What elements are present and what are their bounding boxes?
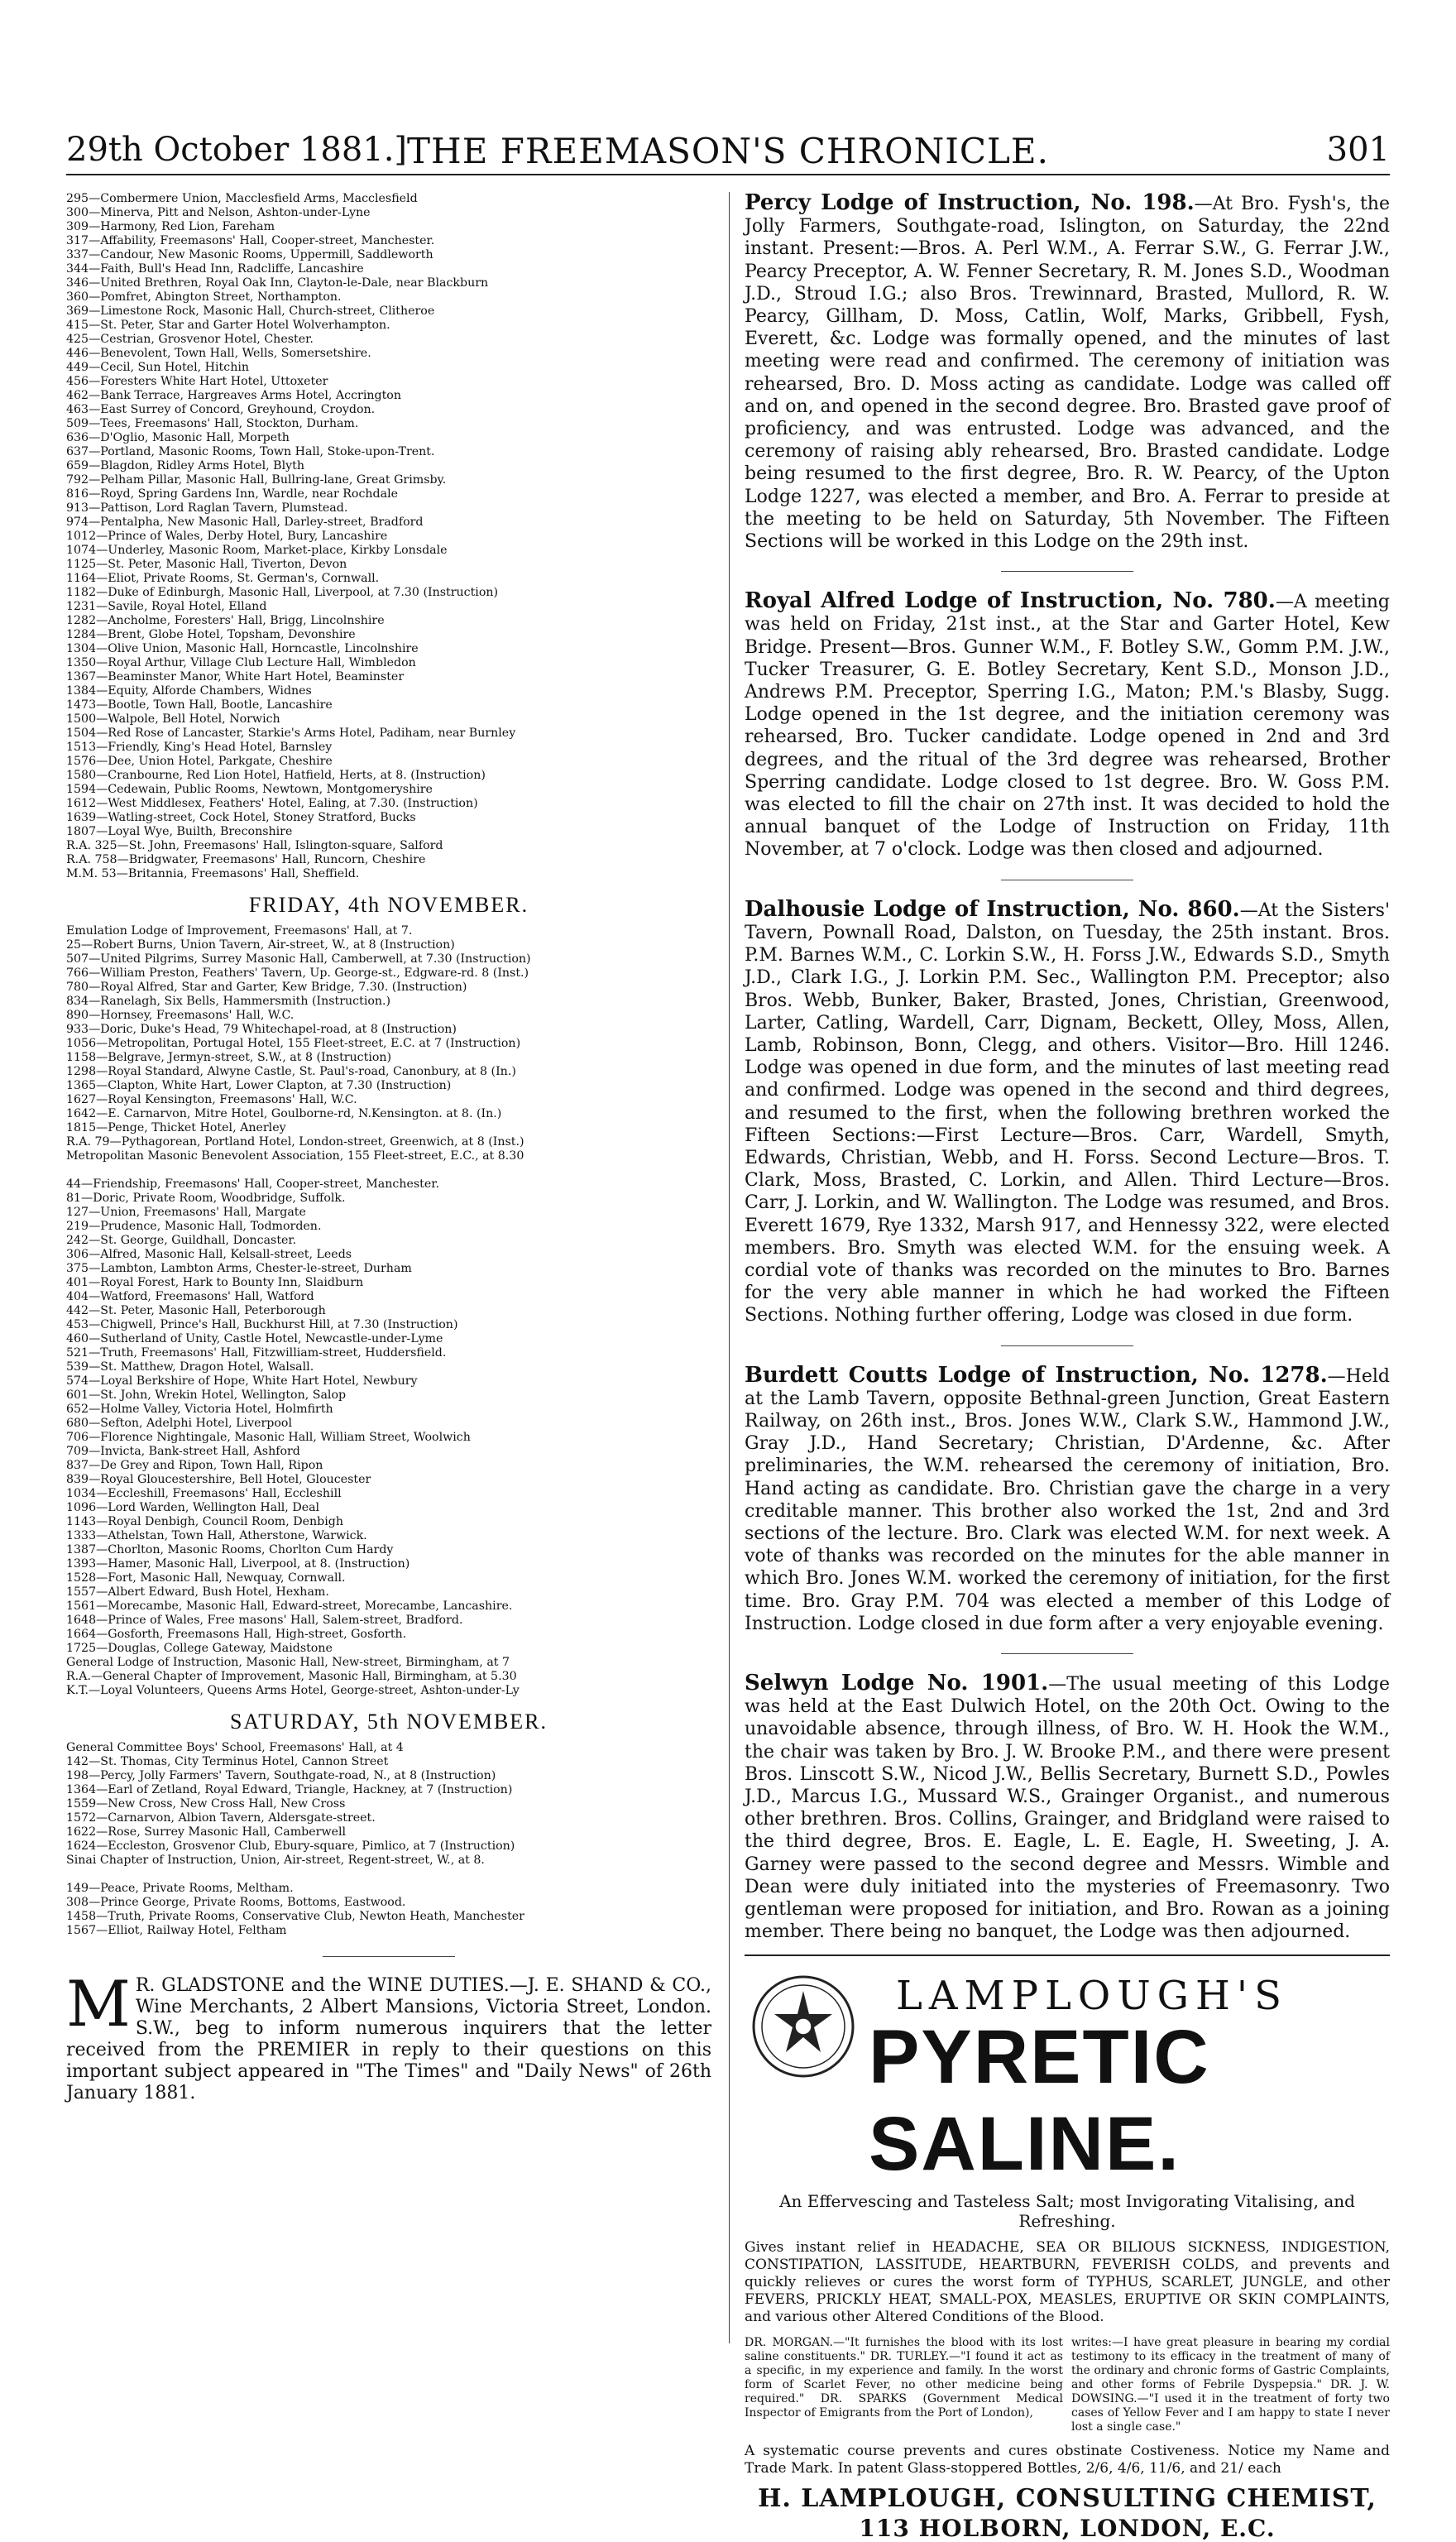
- lodge-entry: 81—Doric, Private Room, Woodbridge, Suffolk.: [66, 1192, 346, 1205]
- lodge-entry: M.M. 53—Britannia, Freemasons' Hall, Sheffield.: [66, 867, 360, 880]
- lodge-entry: 709—Invicta, Bank-street Hall, Ashford: [66, 1445, 300, 1458]
- lodge-entry: 142—St. Thomas, City Terminus Hotel, Cannon Street: [66, 1755, 389, 1768]
- lodge-entry: R.A. 325—St. John, Freemasons' Hall, Islington-square, Salford: [66, 839, 443, 852]
- lodge-report: [745, 1362, 1390, 1635]
- lodge-entry: 308—Prince George, Private Rooms, Bottoms, Eastwood.: [66, 1896, 406, 1909]
- divider: [1001, 1345, 1133, 1346]
- lodge-entry: 913—Pattison, Lord Raglan Tavern, Plumstead.: [66, 501, 348, 515]
- lodge-entry: 1387—Chorlton, Masonic Rooms, Chorlton Cum Hardy: [66, 1543, 394, 1556]
- testimonial-right: writes:—I have great pleasure in bearing my cordial testimony to its efficacy in the treatment of many of the ordinary and chronic forms of Gastric Complaints, and other forms of Febrile Dyspepsia." DR. J. W. DOWSING.—"I used it in the treatment of forty two cases of Yellow Fever and I am happy to state I never lost a single case.": [1071, 2336, 1390, 2434]
- ad-footer: A systematic course prevents and cures obstinate Costiveness. Notice my Name and Trade Mark. In patent Glass-stoppered Bottles, 2/6, 4/6, 11/6, and 21/ each: [745, 2443, 1390, 2477]
- lodge-entry: 1473—Bootle, Town Hall, Bootle, Lancashire: [66, 698, 333, 712]
- lodge-report: [745, 896, 1390, 1327]
- lodge-entry: [66, 1868, 711, 1882]
- lodge-entry: [66, 1163, 711, 1177]
- header-date: 29th October 1881.]: [66, 131, 408, 169]
- lodge-entry: 369—Limestone Rock, Masonic Hall, Church-street, Clitheroe: [66, 305, 435, 318]
- lodge-entry: 1125—St. Peter, Masonic Hall, Tiverton, Devon: [66, 558, 347, 571]
- report-text: —A meeting was held on Friday, 21st inst., at the Star and Garter Hotel, Kew Bridge. Present—Bros. Gunner W.M., F. Botley S.W., Gomm P.M. J.W., Tucker Treasurer, G. E. Botley Secretary, Kent S.D., Monson J.D., Andrews P.M. Preceptor, Sperring I.G., Maton; P.M.'s Blasby, Sugg. Lodge opened in the 1st degree, and the initiation ceremony was rehearsed, Bro. Tucker candidate. Lodge opened in 2nd and 3rd degrees, and the ritual of the 3rd degree was rehearsed, Brother Sperring candidate. Lodge closed to 1st degree. Bro. W. Goss P.M. was elected to fill the chair on 27th inst. It was decided to hold the annual banquet of the Lodge of Instruction on Friday, 11th November, at 7 o'clock. Lodge was then closed and adjourned.: [745, 592, 1390, 861]
- divider: [1001, 571, 1133, 572]
- lodge-entry: 1182—Duke of Edinburgh, Masonic Hall, Liverpool, at 7.30 (Instruction): [66, 586, 499, 599]
- lodge-entry: 1500—Walpole, Bell Hotel, Norwich: [66, 712, 280, 726]
- lodge-list-thursday: [66, 192, 711, 881]
- lodge-entry: 1304—Olive Union, Masonic Hall, Horncastle, Lincolnshire: [66, 642, 419, 655]
- lodge-entry: 198—Percy, Jolly Farmers' Tavern, Southgate-road, N., at 8 (Instruction): [66, 1769, 496, 1782]
- lodge-entry: 463—East Surrey of Concord, Greyhound, Croydon.: [66, 403, 376, 416]
- lodge-entry: 25—Robert Burns, Union Tavern, Air-street, W., at 8 (Instruction): [66, 938, 455, 952]
- lodge-entry: 1648—Prince of Wales, Free masons' Hall, Salem-street, Bradford.: [66, 1614, 463, 1627]
- ad-address: 113 HOLBORN, LONDON, E.C.: [859, 2515, 1276, 2542]
- lodge-entry: 1528—Fort, Masonic Hall, Newquay, Cornwall.: [66, 1571, 346, 1585]
- report-title: Selwyn Lodge No. 1901.: [745, 1670, 1049, 1695]
- report-title: Burdett Coutts Lodge of Instruction, No. 1278.: [745, 1362, 1328, 1388]
- lodge-entry: 1612—West Middlesex, Feathers' Hotel, Ealing, at 7.30. (Instruction): [66, 797, 478, 810]
- lodge-entry: 1576—Dee, Union Hotel, Parkgate, Cheshire: [66, 755, 333, 768]
- left-column: [66, 192, 711, 2104]
- lodge-entry: 652—Holme Valley, Victoria Hotel, Holmfirth: [66, 1403, 333, 1416]
- report-title: Royal Alfred Lodge of Instruction, No. 780.: [745, 588, 1276, 614]
- lodge-entry: 344—Faith, Bull's Head Inn, Radcliffe, Lancashire: [66, 262, 364, 276]
- lodge-list-saturday: [66, 1741, 711, 1938]
- page-header: [66, 124, 1390, 175]
- lodge-entry: 1282—Ancholme, Foresters' Hall, Brigg, Lincolnshire: [66, 614, 385, 627]
- lodge-entry: 1594—Cedewain, Public Rooms, Newtown, Montgomeryshire: [66, 783, 433, 796]
- friday-heading: FRIDAY, 4th NOVEMBER.: [248, 893, 529, 917]
- lodge-entry: 1367—Beaminster Manor, White Hart Hotel, Beaminster: [66, 670, 405, 683]
- lodge-entry: General Lodge of Instruction, Masonic Hall, New-street, Birmingham, at 7: [66, 1656, 510, 1669]
- lodge-entry: 309—Harmony, Red Lion, Fareham: [66, 220, 275, 233]
- divider: [1001, 1653, 1133, 1654]
- lodge-entry: 1034—Eccleshill, Freemasons' Hall, Eccleshill: [66, 1487, 342, 1500]
- lodge-entry: 360—Pomfret, Abington Street, Northampton.: [66, 290, 342, 304]
- lodge-entry: 401—Royal Forest, Hark to Bounty Inn, Slaidburn: [66, 1276, 364, 1289]
- lodge-entry: 425—Cestrian, Grosvenor Hotel, Chester.: [66, 333, 314, 346]
- lodge-entry: 1815—Penge, Thicket Hotel, Anerley: [66, 1121, 286, 1134]
- lodge-entry: 706—Florence Nightingale, Masonic Hall, William Street, Woolwich: [66, 1431, 471, 1444]
- lodge-entry: 1012—Prince of Wales, Derby Hotel, Bury, Lancashire: [66, 530, 388, 543]
- lodge-entry: 149—Peace, Private Rooms, Meltham.: [66, 1882, 294, 1895]
- lodge-entry: 974—Pentalpha, New Masonic Hall, Darley-street, Bradford: [66, 516, 424, 529]
- lodge-entry: R.A. 79—Pythagorean, Portland Hotel, London-street, Greenwich, at 8 (Inst.): [66, 1135, 524, 1149]
- report-text: —Held at the Lamb Tavern, opposite Bethnal-green Junction, Great Eastern Railway, on 26th inst., Bros. Jones W.W., Clark S.W., Hammond J.W., Gray J.D., Hand Secretary; Christian, D'Ardenne, &c. After preliminaries, the W.M. rehearsed the ceremony of initiation, Bro. Hand acting as candidate. Bro. Christian gave the charge in a very creditable manner. This brother also worked the 1st, 2nd and 3rd sections of the lecture. Bro. Clark was elected W.M. for next week. A vote of thanks was recorded on the minutes for the able manner in which Bro. Jones W.M. worked the ceremony of initiation, for the first time. Bro. Gray P.M. 704 was elected a member of this Lodge of Instruction. Lodge closed in due form after a very enjoyable evening.: [745, 1365, 1390, 1634]
- lodge-entry: 1664—Gosforth, Freemasons Hall, High-street, Gosforth.: [66, 1628, 407, 1641]
- lodge-entry: 219—Prudence, Masonic Hall, Todmorden.: [66, 1220, 322, 1233]
- lodge-entry: 346—United Brethren, Royal Oak Inn, Clayton-le-Dale, near Blackburn: [66, 276, 489, 290]
- lodge-entry: 1158—Belgrave, Jermyn-street, S.W., at 8 (Instruction): [66, 1051, 392, 1064]
- lodge-entry: 1559—New Cross, New Cross Hall, New Cross: [66, 1797, 346, 1811]
- lodge-entry: 507—United Pilgrims, Surrey Masonic Hall, Camberwell, at 7.30 (Instruction): [66, 952, 531, 966]
- lodge-entry: 462—Bank Terrace, Hargreaves Arms Hotel, Accrington: [66, 389, 401, 402]
- lodge-entry: 1572—Carnarvon, Albion Tavern, Aldersgate-street.: [66, 1811, 376, 1825]
- lodge-entry: 295—Combermere Union, Macclesfield Arms, Macclesfield: [66, 192, 418, 205]
- lodge-entry: 636—D'Oglio, Masonic Hall, Morpeth: [66, 431, 290, 444]
- lodge-entry: 890—Hornsey, Freemasons' Hall, W.C.: [66, 1009, 295, 1022]
- ad-testimonials: [745, 2336, 1390, 2434]
- lodge-entry: 317—Affability, Freemasons' Hall, Cooper-street, Manchester.: [66, 234, 435, 247]
- lodge-entry: 637—Portland, Masonic Rooms, Town Hall, Stoke-upon-Trent.: [66, 445, 435, 458]
- lodge-entry: Emulation Lodge of Improvement, Freemasons' Hall, at 7.: [66, 924, 413, 938]
- page-number: 301: [1326, 131, 1390, 169]
- lodge-entry: 1056—Metropolitan, Portugal Hotel, 155 Fleet-street, E.C. at 7 (Instruction): [66, 1037, 521, 1050]
- ad-brand: LAMPLOUGH'S: [896, 1973, 1288, 2020]
- lodge-entry: 1365—Clapton, White Hart, Lower Clapton, at 7.30 (Instruction): [66, 1079, 452, 1092]
- lodge-entry: 1231—Savile, Royal Hotel, Elland: [66, 600, 267, 613]
- lodge-entry: 1143—Royal Denbigh, Council Room, Denbigh: [66, 1515, 343, 1528]
- lodge-entry: R.A. 758—Bridgwater, Freemasons' Hall, Runcorn, Cheshire: [66, 853, 426, 866]
- lodge-entry: 509—Tees, Freemasons' Hall, Stockton, Durham.: [66, 417, 359, 430]
- lodge-report: [745, 192, 1390, 553]
- column-divider: [729, 192, 730, 2343]
- lodge-entry: 1393—Hamer, Masonic Hall, Liverpool, at 8. (Instruction): [66, 1557, 410, 1571]
- lodge-entry: 780—Royal Alfred, Star and Garter, Kew Bridge, 7.30. (Instruction): [66, 981, 467, 994]
- pyretic-saline-advert: [745, 1973, 1390, 2542]
- lodge-entry: 306—Alfred, Masonic Hall, Kelsall-street, Leeds: [66, 1248, 352, 1261]
- lodge-entry: 1364—Earl of Zetland, Royal Edward, Triangle, Hackney, at 7 (Instruction): [66, 1783, 513, 1796]
- ad-subtitle: An Effervescing and Tasteless Salt; most Invigorating Vitalising, and Refreshing.: [779, 2191, 1355, 2232]
- lodge-entry: Sinai Chapter of Instruction, Union, Air-street, Regent-street, W., at 8.: [66, 1854, 485, 1867]
- lodge-entry: 601—St. John, Wrekin Hotel, Wellington, Salop: [66, 1389, 347, 1402]
- lodge-entry: 839—Royal Gloucestershire, Bell Hotel, Gloucester: [66, 1473, 371, 1486]
- lodge-entry: 337—Candour, New Masonic Rooms, Uppermill, Saddleworth: [66, 248, 433, 261]
- lodge-entry: 1504—Red Rose of Lancaster, Starkie's Arms Hotel, Padiham, near Burnley: [66, 727, 516, 740]
- divider: [323, 1956, 455, 1957]
- lodge-entry: 1298—Royal Standard, Alwyne Castle, St. Paul's-road, Canonbury, at 8 (In.): [66, 1065, 516, 1078]
- report-text: —At Bro. Fysh's, the Jolly Farmers, Southgate-road, Islington, on Saturday, the 22nd instant. Present:—Bros. A. Perl W.M., A. Ferrar S.W., G. Ferrar J.W., Pearcy Preceptor, A. W. Fenner Secretary, R. M. Jones S.D., Woodman J.D., Stroud I.G.; also Bros. Trewinnard, Brasted, Mullord, R. W. Pearcy, Gillham, D. Moss, Catlin, Wolf, Marks, Gribbell, Fysh, Everett, &c. Lodge was formally opened, and the minutes of last meeting were read and confirmed. The ceremony of initiation was rehearsed, Bro. D. Moss acting as candidate. Lodge was called off and on, and opened in the second degree. Bro. Brasted gave proof of proficiency, and was entrusted. Lodge was advanced, and the ceremony of raising ably rehearsed, Bro. Brasted candidate. Lodge being resumed to the first degree, Bro. R. W. Pearcy, of the Upton Lodge 1227, was elected a member, and Bro. A. Ferrar to preside at the meeting to be held on Saturday, 5th November. The Fifteen Sections will be worked in this Lodge on the 29th inst.: [745, 194, 1390, 553]
- saturday-heading: SATURDAY, 5th NOVEMBER.: [229, 1710, 548, 1734]
- lodge-entry: 816—Royd, Spring Gardens Inn, Wardle, near Rochdale: [66, 487, 399, 501]
- report-title: Percy Lodge of Instruction, No. 198.: [745, 190, 1195, 215]
- lodge-entry: 1164—Eliot, Private Rooms, St. German's, Cornwall.: [66, 572, 380, 585]
- lodge-entry: 1458—Truth, Private Rooms, Conservative Club, Newton Heath, Manchester: [66, 1910, 524, 1923]
- lodge-entry: 404—Watford, Freemasons' Hall, Watford: [66, 1290, 314, 1303]
- lodge-entry: 1513—Friendly, King's Head Hotel, Barnsley: [66, 741, 333, 754]
- lodge-entry: 1642—E. Carnarvon, Mitre Hotel, Goulborne-rd, N.Kensington. at 8. (In.): [66, 1107, 502, 1120]
- lodge-report: [745, 590, 1390, 861]
- lodge-entry: 449—Cecil, Sun Hotel, Hitchin: [66, 361, 250, 374]
- lodge-entry: 127—Union, Freemasons' Hall, Margate: [66, 1206, 306, 1219]
- lodge-entry: R.A.—General Chapter of Improvement, Masonic Hall, Birmingham, at 5.30: [66, 1670, 517, 1683]
- lodge-entry: 659—Blagdon, Ridley Arms Hotel, Blyth: [66, 459, 304, 472]
- report-text: —The usual meeting of this Lodge was held at the East Dulwich Hotel, on the 20th Oct. Owing to the unavoidable absence, through illness, of Bro. W. H. Hook the W.M., the chair was taken by Bro. J. W. Brooke P.M., and there were present Bros. Linscott S.W., Nicod J.W., Bellis Secretary, Burnett S.D., Powles J.D., Marcus I.G., Mussard W.S., Grainger Organist., and numerous other brethren. Bros. Collins, Grainger, and Bridgland were raised to the third degree, Bros. E. Eagle, L. E. Eagle, H. Sweeting, J. A. Garney were passed to the second degree and Messrs. Wimble and Dean were duly initiated into the mysteries of Freemasonry. Two gentleman were proposed for initiation, and Bro. Rowan as a joining member. There being no banquet, the Lodge was then adjourned.: [745, 1673, 1390, 1943]
- lodge-entry: 1096—Lord Warden, Wellington Hall, Deal: [66, 1501, 320, 1514]
- lodge-entry: 1350—Royal Arthur, Village Club Lecture Hall, Wimbledon: [66, 656, 416, 669]
- lodge-entry: 933—Doric, Duke's Head, 79 Whitechapel-road, at 8 (Instruction): [66, 1023, 457, 1036]
- lodge-reports: [745, 192, 1390, 1943]
- lodge-entry: 415—St. Peter, Star and Garter Hotel Wolverhampton.: [66, 319, 390, 332]
- lodge-entry: 1567—Elliot, Railway Hotel, Feltham: [66, 1924, 287, 1937]
- lodge-entry: 521—Truth, Freemasons' Hall, Fitzwilliam-street, Huddersfield.: [66, 1346, 447, 1360]
- right-column: [745, 192, 1390, 2542]
- lodge-entry: 453—Chigwell, Prince's Hall, Buckhurst Hill, at 7.30 (Instruction): [66, 1318, 458, 1331]
- lodge-entry: 680—Sefton, Adelphi Hotel, Liverpool: [66, 1417, 292, 1430]
- lodge-entry: 1624—Eccleston, Grosvenor Club, Ebury-square, Pimlico, at 7 (Instruction): [66, 1839, 515, 1853]
- lodge-entry: 460—Sutherland of Unity, Castle Hotel, Newcastle-under-Lyme: [66, 1332, 443, 1345]
- lodge-entry: Metropolitan Masonic Benevolent Association, 155 Fleet-street, E.C., at 8.30: [66, 1149, 524, 1163]
- lodge-entry: 1580—Cranbourne, Red Lion Hotel, Hatfield, Herts, at 8. (Instruction): [66, 769, 486, 782]
- lodge-entry: 766—William Preston, Feathers' Tavern, Up. George-st., Edgware-rd. 8 (Inst.): [66, 966, 529, 980]
- testimonial-left: DR. MORGAN.—"It furnishes the blood with its lost saline constituents." DR. TURLEY.—"I found it act as a specific, in my experience and family. In the worst form of Scarlet Fever, no other medicine being required." DR. SPARKS (Government Medical Inspector of Emigrants from the Port of London),: [745, 2336, 1063, 2420]
- lodge-report: [745, 1672, 1390, 1943]
- lodge-entry: 792—Pelham Pillar, Masonic Hall, Bullring-lane, Great Grimsby.: [66, 473, 447, 487]
- drop-cap: M: [66, 1967, 131, 2041]
- lodge-entry: 1622—Rose, Surrey Masonic Hall, Camberwell: [66, 1825, 347, 1839]
- lodge-entry: 1627—Royal Kensington, Freemasons' Hall, W.C.: [66, 1093, 357, 1106]
- lodge-entry: 1384—Equity, Alforde Chambers, Widnes: [66, 684, 312, 698]
- lodge-entry: 574—Loyal Berkshire of Hope, White Hart Hotel, Newbury: [66, 1374, 418, 1388]
- lodge-entry: 1639—Watling-street, Cock Hotel, Stoney Stratford, Bucks: [66, 811, 416, 824]
- lodge-entry: 1557—Albert Edward, Bush Hotel, Hexham.: [66, 1585, 329, 1599]
- ad-chemist: H. LAMPLOUGH, CONSULTING CHEMIST,: [758, 2484, 1377, 2514]
- gladstone-text: R. GLADSTONE and the WINE DUTIES.—J. E. SHAND & CO., Wine Merchants, 2 Albert Mansions, Victoria Street, London. S.W., beg to inform numerous inquirers that the letter received from the PREMIER in reply to their questions on this important subject appeared in "The Times" and "Daily News" of 26th January 1881.: [66, 1975, 711, 2103]
- ad-body: Gives instant relief in HEADACHE, SEA OR BILIOUS SICKNESS, INDIGESTION, CONSTIPATION, LASSITUDE, HEARTBURN, FEVERISH COLDS, and prevents and quickly relieves or cures the worst form of TYPHUS, SCARLET, JUNGLE, and other FEVERS, PRICKLY HEAT, SMALL-POX, MEASLES, ERUPTIVE OR SKIN COMPLAINTS, and various other Altered Conditions of the Blood.: [745, 2239, 1390, 2326]
- lodge-entry: 1807—Loyal Wye, Builth, Breconshire: [66, 825, 293, 838]
- lodge-entry: 44—Friendship, Freemasons' Hall, Cooper-street, Manchester.: [66, 1177, 439, 1191]
- divider: [745, 1954, 1390, 1956]
- lodge-entry: 837—De Grey and Ripon, Town Hall, Ripon: [66, 1459, 323, 1472]
- lodge-entry: K.T.—Loyal Volunteers, Queens Arms Hotel, George-street, Ashton-under-Ly: [66, 1684, 520, 1697]
- lodge-entry: 446—Benevolent, Town Hall, Wells, Somersetshire.: [66, 347, 371, 360]
- lodge-entry: General Committee Boys' School, Freemasons' Hall, at 4: [66, 1741, 404, 1754]
- lodge-entry: 539—St. Matthew, Dragon Hotel, Walsall.: [66, 1360, 314, 1374]
- lodge-list-friday: [66, 924, 711, 1698]
- gladstone-advert: [66, 1967, 711, 2104]
- lodge-entry: 456—Foresters White Hart Hotel, Uttoxeter: [66, 375, 328, 388]
- lodge-entry: 1333—Athelstan, Town Hall, Atherstone, Warwick.: [66, 1529, 367, 1542]
- trade-mark-seal-icon: [750, 1973, 857, 2080]
- lodge-entry: 300—Minerva, Pitt and Nelson, Ashton-under-Lyne: [66, 206, 371, 219]
- lodge-entry: 442—St. Peter, Masonic Hall, Peterborough: [66, 1304, 326, 1317]
- report-title: Dalhousie Lodge of Instruction, No. 860.: [745, 896, 1240, 922]
- lodge-entry: 834—Ranelagh, Six Bells, Hammersmith (Instruction.): [66, 995, 391, 1008]
- lodge-entry: 1725—Douglas, College Gateway, Maidstone: [66, 1642, 333, 1655]
- ad-product: PYRETIC SALINE.: [869, 2015, 1210, 2187]
- lodge-entry: 242—St. George, Guildhall, Doncaster.: [66, 1234, 297, 1247]
- lodge-entry: 375—Lambton, Lambton Arms, Chester-le-street, Durham: [66, 1262, 412, 1275]
- report-text: —At the Sisters' Tavern, Pownall Road, Dalston, on Tuesday, the 25th instant. Bros. P.M. Barnes W.M., C. Lorkin S.W., H. Forss J.W., Edwards S.D., Smyth J.D., Clark I.G., J. Lorkin P.M. Sec., Wallington P.M. Preceptor; also Bros. Webb, Bunker, Baker, Brasted, Jones, Christian, Greenwood, Larter, Catling, Wardell, Carr, Dignam, Beckett, Olley, Moss, Allen, Lamb, Robinson, Bonn, Clegg, and others. Visitor—Bro. Hill 1246. Lodge was opened in due form, and the minutes of last meeting read and confirmed. Lodge was opened in the second and third degrees, and resumed to the first, when the following brethren worked the Fifteen Sections:—First Lecture—Bros. Carr, Wardell, Smyth, Edwards, Christian, Webb, and H. Forss. Second Lecture—Bros. T. Clark, Moss, Brasted, C. Lorkin, and Allen. Third Lecture—Bros. Carr, J. Lorkin, and W. Wallington. The Lodge was resumed, and Bros. Everett 1679, Rye 1332, Marsh 917, and Hennessy 322, were elected members. Bro. Smyth was elected W.M. for the ensuing week. A cordial vote of thanks was recorded on the minutes to Bro. Barnes for the very able manner in which he had worked the Fifteen Sections. Nothing further offering, Lodge was closed in due form.: [745, 899, 1390, 1326]
- lodge-entry: 1074—Underley, Masonic Room, Market-place, Kirkby Lonsdale: [66, 544, 448, 557]
- header-title: THE FREEMASON'S CHRONICLE.: [407, 131, 1049, 171]
- lodge-entry: 1284—Brent, Globe Hotel, Topsham, Devonshire: [66, 628, 356, 641]
- lodge-entry: 1561—Morecambe, Masonic Hall, Edward-street, Morecambe, Lancashire.: [66, 1600, 513, 1613]
